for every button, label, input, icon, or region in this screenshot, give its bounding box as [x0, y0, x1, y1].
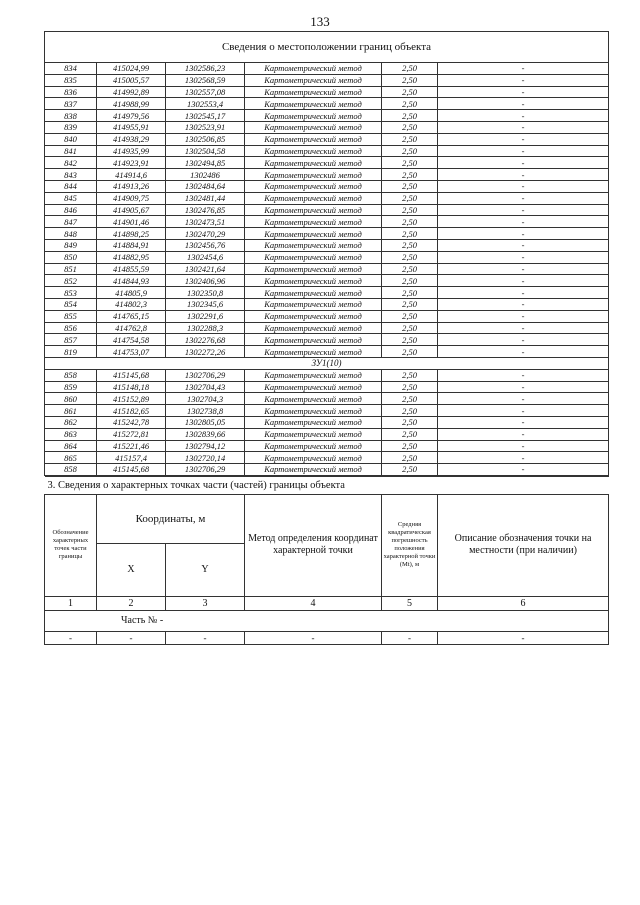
point-number: 852 — [45, 275, 97, 287]
point-number: 856 — [45, 322, 97, 334]
error-cell: 2,50 — [382, 381, 438, 393]
point-number: 863 — [45, 428, 97, 440]
coord-y: 1302494,85 — [166, 157, 245, 169]
table-row — [45, 298, 609, 310]
coord-x: 414898,25 — [97, 228, 166, 240]
coord-x: 414923,91 — [97, 157, 166, 169]
coord-y: 1302486 — [166, 169, 245, 181]
table-row — [45, 405, 609, 417]
coord-x: 414805,9 — [97, 287, 166, 299]
error-cell: 2,50 — [382, 428, 438, 440]
table-row — [45, 63, 609, 75]
method-cell: Картометрический метод — [245, 334, 382, 346]
point-number: 853 — [45, 287, 97, 299]
error-cell: 2,50 — [382, 346, 438, 358]
table-row — [45, 287, 609, 299]
point-number: 842 — [45, 157, 97, 169]
col-coords: Координаты, м — [97, 494, 245, 543]
coord-x: 414884,91 — [97, 239, 166, 251]
table-row — [45, 251, 609, 263]
coord-y: 1302706,29 — [166, 369, 245, 381]
description-cell: - — [438, 169, 609, 181]
error-cell: 2,50 — [382, 86, 438, 98]
description-cell: - — [438, 251, 609, 263]
col-x: X — [97, 543, 166, 596]
description-cell: - — [438, 263, 609, 275]
table-row — [45, 157, 609, 169]
error-cell: 2,50 — [382, 228, 438, 240]
point-number: 851 — [45, 263, 97, 275]
section-title: Сведения о местоположении границ объекта — [45, 32, 609, 63]
coord-x: 414935,99 — [97, 145, 166, 157]
coord-x: 415221,46 — [97, 440, 166, 452]
method-cell: Картометрический метод — [245, 169, 382, 181]
point-number: 839 — [45, 121, 97, 133]
point-number: 864 — [45, 440, 97, 452]
point-number: 849 — [45, 239, 97, 251]
coord-x: 415024,99 — [97, 63, 166, 75]
method-cell: Картометрический метод — [245, 110, 382, 122]
error-cell: 2,50 — [382, 110, 438, 122]
description-cell: - — [438, 204, 609, 216]
coord-y: 1302481,44 — [166, 192, 245, 204]
method-cell: Картометрический метод — [245, 133, 382, 145]
coord-y: 1302454,6 — [166, 251, 245, 263]
description-cell: - — [438, 298, 609, 310]
column-numbers-row — [45, 596, 609, 610]
cell-dash: - — [382, 631, 438, 644]
method-cell: Картометрический метод — [245, 393, 382, 405]
description-cell: - — [438, 428, 609, 440]
table-row — [45, 169, 609, 181]
description-cell: - — [438, 275, 609, 287]
coord-y: 1302484,64 — [166, 180, 245, 192]
coord-y: 1302476,85 — [166, 204, 245, 216]
method-cell: Картометрический метод — [245, 464, 382, 476]
col-number: 4 — [245, 596, 382, 610]
coord-x: 414992,89 — [97, 86, 166, 98]
method-cell: Картометрический метод — [245, 405, 382, 417]
table-row — [45, 322, 609, 334]
table-row — [45, 86, 609, 98]
point-number: 859 — [45, 381, 97, 393]
error-cell: 2,50 — [382, 239, 438, 251]
coord-x: 415182,65 — [97, 405, 166, 417]
coord-x: 415148,18 — [97, 381, 166, 393]
coord-y: 1302738,8 — [166, 405, 245, 417]
document-body — [44, 31, 608, 645]
table-row — [45, 346, 609, 358]
description-cell: - — [438, 310, 609, 322]
method-cell: Картометрический метод — [245, 416, 382, 428]
coord-x: 415145,68 — [97, 464, 166, 476]
point-number: 847 — [45, 216, 97, 228]
coord-x: 414802,3 — [97, 298, 166, 310]
col-number: 2 — [97, 596, 166, 610]
error-cell: 2,50 — [382, 251, 438, 263]
coord-y: 1302545,17 — [166, 110, 245, 122]
description-cell: - — [438, 452, 609, 464]
description-cell: - — [438, 216, 609, 228]
method-cell: Картометрический метод — [245, 180, 382, 192]
part-label: Часть № - — [45, 610, 609, 631]
point-number: 838 — [45, 110, 97, 122]
point-number: 836 — [45, 86, 97, 98]
coord-y: 1302794,12 — [166, 440, 245, 452]
coord-y: 1302406,96 — [166, 275, 245, 287]
coord-x: 414979,56 — [97, 110, 166, 122]
method-cell: Картометрический метод — [245, 157, 382, 169]
description-cell: - — [438, 63, 609, 75]
error-cell: 2,50 — [382, 275, 438, 287]
coord-y: 1302586,23 — [166, 63, 245, 75]
table-row — [45, 204, 609, 216]
coord-y: 1302470,29 — [166, 228, 245, 240]
point-number: 845 — [45, 192, 97, 204]
point-number: 834 — [45, 63, 97, 75]
coord-x: 415152,89 — [97, 393, 166, 405]
coord-x: 415272,81 — [97, 428, 166, 440]
coord-x: 414765,15 — [97, 310, 166, 322]
point-number: 819 — [45, 346, 97, 358]
error-cell: 2,50 — [382, 192, 438, 204]
description-cell: - — [438, 180, 609, 192]
point-number: 843 — [45, 169, 97, 181]
table-row — [45, 381, 609, 393]
page-number: 133 — [310, 14, 330, 29]
coord-x: 414753,07 — [97, 346, 166, 358]
coord-y: 1302704,43 — [166, 381, 245, 393]
coord-x: 414754,58 — [97, 334, 166, 346]
method-cell: Картометрический метод — [245, 346, 382, 358]
coord-x: 414901,46 — [97, 216, 166, 228]
part-points-table — [44, 476, 609, 645]
cell-dash: - — [438, 631, 609, 644]
coord-x: 414855,59 — [97, 263, 166, 275]
description-cell: - — [438, 334, 609, 346]
point-number: 835 — [45, 74, 97, 86]
point-number: 861 — [45, 405, 97, 417]
coord-y: 1302272,26 — [166, 346, 245, 358]
point-number: 844 — [45, 180, 97, 192]
cell-dash: - — [166, 631, 245, 644]
table-row — [45, 110, 609, 122]
method-cell: Картометрический метод — [245, 145, 382, 157]
description-cell: - — [438, 121, 609, 133]
coord-x: 415005,57 — [97, 74, 166, 86]
error-cell: 2,50 — [382, 369, 438, 381]
description-cell: - — [438, 86, 609, 98]
col-error: Средняя квадратическая погрешность положения характерной точки (Mt), м — [382, 494, 438, 596]
coord-x: 414988,99 — [97, 98, 166, 110]
coord-y: 1302350,8 — [166, 287, 245, 299]
col-number: 6 — [438, 596, 609, 610]
error-cell: 2,50 — [382, 416, 438, 428]
boundary-table — [44, 31, 609, 476]
description-cell: - — [438, 157, 609, 169]
table-row — [45, 452, 609, 464]
coord-x: 415145,68 — [97, 369, 166, 381]
coord-y: 1302568,59 — [166, 74, 245, 86]
coord-y: 1302839,66 — [166, 428, 245, 440]
description-cell: - — [438, 440, 609, 452]
method-cell: Картометрический метод — [245, 204, 382, 216]
coord-y: 1302553,4 — [166, 98, 245, 110]
description-cell: - — [438, 322, 609, 334]
coord-x: 414909,75 — [97, 192, 166, 204]
zone-label: ЗУ1(10) — [45, 357, 609, 369]
point-number: 860 — [45, 393, 97, 405]
method-cell: Картометрический метод — [245, 310, 382, 322]
coord-y: 1302288,3 — [166, 322, 245, 334]
description-cell: - — [438, 74, 609, 86]
method-cell: Картометрический метод — [245, 63, 382, 75]
error-cell: 2,50 — [382, 287, 438, 299]
table-row — [45, 121, 609, 133]
method-cell: Картометрический метод — [245, 216, 382, 228]
method-cell: Картометрический метод — [245, 74, 382, 86]
method-cell: Картометрический метод — [245, 239, 382, 251]
table-row — [45, 310, 609, 322]
table-row — [45, 216, 609, 228]
coord-y: 1302345,6 — [166, 298, 245, 310]
method-cell: Картометрический метод — [245, 452, 382, 464]
coord-y: 1302421,64 — [166, 263, 245, 275]
coord-y: 1302456,76 — [166, 239, 245, 251]
description-cell: - — [438, 133, 609, 145]
error-cell: 2,50 — [382, 440, 438, 452]
description-cell: - — [438, 346, 609, 358]
point-number: 841 — [45, 145, 97, 157]
error-cell: 2,50 — [382, 180, 438, 192]
method-cell: Картометрический метод — [245, 275, 382, 287]
cell-dash: - — [45, 631, 97, 644]
description-cell: - — [438, 464, 609, 476]
description-cell: - — [438, 369, 609, 381]
table-row — [45, 98, 609, 110]
method-cell: Картометрический метод — [245, 192, 382, 204]
coord-x: 415242,78 — [97, 416, 166, 428]
error-cell: 2,50 — [382, 322, 438, 334]
col-number: 3 — [166, 596, 245, 610]
table-row — [45, 393, 609, 405]
table-row — [45, 275, 609, 287]
coord-x: 414762,8 — [97, 322, 166, 334]
point-number: 850 — [45, 251, 97, 263]
table-row — [45, 369, 609, 381]
error-cell: 2,50 — [382, 204, 438, 216]
table-row — [45, 334, 609, 346]
method-cell: Картометрический метод — [245, 251, 382, 263]
point-number: 858 — [45, 464, 97, 476]
error-cell: 2,50 — [382, 263, 438, 275]
method-cell: Картометрический метод — [245, 287, 382, 299]
point-number: 855 — [45, 310, 97, 322]
col-method: Метод определения координат характерной точки — [245, 494, 382, 596]
coord-y: 1302473,51 — [166, 216, 245, 228]
error-cell: 2,50 — [382, 405, 438, 417]
coord-x: 414955,91 — [97, 121, 166, 133]
coord-y: 1302291,6 — [166, 310, 245, 322]
description-cell: - — [438, 98, 609, 110]
error-cell: 2,50 — [382, 145, 438, 157]
table-row — [45, 428, 609, 440]
description-cell: - — [438, 110, 609, 122]
table-row — [45, 192, 609, 204]
coord-x: 415157,4 — [97, 452, 166, 464]
point-number: 846 — [45, 204, 97, 216]
description-cell: - — [438, 287, 609, 299]
table-row — [45, 440, 609, 452]
description-cell: - — [438, 239, 609, 251]
section3-title: 3. Сведения о характерных точках части (частей) границы объекта — [45, 476, 609, 494]
table-row — [45, 239, 609, 251]
coord-x: 414905,67 — [97, 204, 166, 216]
coord-y: 1302704,3 — [166, 393, 245, 405]
col-designation: Обозначение характерных точек части границы — [45, 494, 97, 596]
description-cell: - — [438, 228, 609, 240]
coord-y: 1302523,91 — [166, 121, 245, 133]
description-cell: - — [438, 405, 609, 417]
method-cell: Картометрический метод — [245, 298, 382, 310]
point-number: 840 — [45, 133, 97, 145]
coord-y: 1302720,14 — [166, 452, 245, 464]
table-row — [45, 180, 609, 192]
table-row — [45, 416, 609, 428]
error-cell: 2,50 — [382, 98, 438, 110]
method-cell: Картометрический метод — [245, 428, 382, 440]
description-cell: - — [438, 145, 609, 157]
table-row — [45, 631, 609, 644]
error-cell: 2,50 — [382, 298, 438, 310]
coord-x: 414913,26 — [97, 180, 166, 192]
error-cell: 2,50 — [382, 464, 438, 476]
col-desc: Описание обозначения точки на местности (при наличии) — [438, 494, 609, 596]
description-cell: - — [438, 192, 609, 204]
method-cell: Картометрический метод — [245, 121, 382, 133]
error-cell: 2,50 — [382, 310, 438, 322]
method-cell: Картометрический метод — [245, 98, 382, 110]
coord-x: 414914,6 — [97, 169, 166, 181]
error-cell: 2,50 — [382, 334, 438, 346]
coord-x: 414882,95 — [97, 251, 166, 263]
coord-x: 414938,29 — [97, 133, 166, 145]
point-number: 848 — [45, 228, 97, 240]
error-cell: 2,50 — [382, 63, 438, 75]
error-cell: 2,50 — [382, 74, 438, 86]
method-cell: Картометрический метод — [245, 86, 382, 98]
point-number: 862 — [45, 416, 97, 428]
col-number: 1 — [45, 596, 97, 610]
table-row — [45, 263, 609, 275]
point-number: 837 — [45, 98, 97, 110]
coord-y: 1302506,85 — [166, 133, 245, 145]
method-cell: Картометрический метод — [245, 440, 382, 452]
table-row — [45, 133, 609, 145]
error-cell: 2,50 — [382, 157, 438, 169]
method-cell: Картометрический метод — [245, 369, 382, 381]
error-cell: 2,50 — [382, 133, 438, 145]
table-row — [45, 74, 609, 86]
description-cell: - — [438, 416, 609, 428]
cell-dash: - — [245, 631, 382, 644]
coord-y: 1302805,05 — [166, 416, 245, 428]
coord-y: 1302706,29 — [166, 464, 245, 476]
col-y: Y — [166, 543, 245, 596]
description-cell: - — [438, 381, 609, 393]
table-row — [45, 145, 609, 157]
point-number: 865 — [45, 452, 97, 464]
method-cell: Картометрический метод — [245, 381, 382, 393]
description-cell: - — [438, 393, 609, 405]
point-number: 857 — [45, 334, 97, 346]
coord-y: 1302504,58 — [166, 145, 245, 157]
error-cell: 2,50 — [382, 393, 438, 405]
coord-y: 1302557,08 — [166, 86, 245, 98]
point-number: 854 — [45, 298, 97, 310]
method-cell: Картометрический метод — [245, 228, 382, 240]
method-cell: Картометрический метод — [245, 322, 382, 334]
error-cell: 2,50 — [382, 216, 438, 228]
coord-x: 414844,93 — [97, 275, 166, 287]
table-row — [45, 464, 609, 476]
point-number: 858 — [45, 369, 97, 381]
error-cell: 2,50 — [382, 169, 438, 181]
table-row — [45, 228, 609, 240]
error-cell: 2,50 — [382, 452, 438, 464]
method-cell: Картометрический метод — [245, 263, 382, 275]
cell-dash: - — [97, 631, 166, 644]
error-cell: 2,50 — [382, 121, 438, 133]
coord-y: 1302276,68 — [166, 334, 245, 346]
col-number: 5 — [382, 596, 438, 610]
